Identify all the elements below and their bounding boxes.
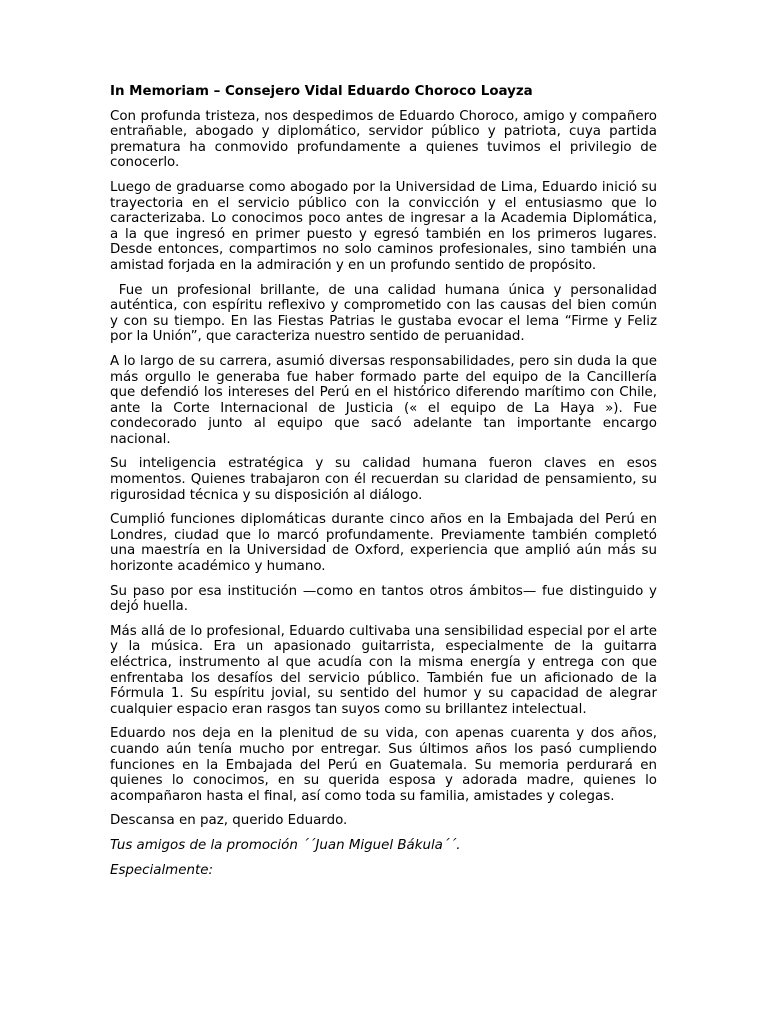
paragraph-4: A lo largo de su carrera, asumió diversas responsabilidades, pero sin duda la que más orgullo le generaba fue haber formado parte del equipo de la Cancillería que defendió los intereses del Perú en el histórico diferendo marítimo con Chile, ante la Corte Internacional de Justicia (« el equipo de La Haya »). Fue condecorado junto al equipo que sacó adelante tan importante encargo nacional. [110, 353, 657, 447]
paragraph-8: Más allá de lo profesional, Eduardo cultivaba una sensibilidad especial por el arte y la música. Era un apasionado guitarrista, especialmente de la guitarra eléctrica, instrumento al que acudía con la misma energía y entrega con que enfrentaba los desafíos del servicio público. También fue un aficionado de la Fórmula 1. Su espíritu jovial, su sentido del humor y su capacidad de alegrar cualquier espacio eran rasgos tan suyos como su brillantez intelectual. [110, 623, 657, 717]
paragraph-9: Eduardo nos deja en la plenitud de su vida, con apenas cuarenta y dos años, cuando aún tenía mucho por entregar. Sus últimos años los pasó cumpliendo funciones en la Embajada del Perú en Guatemala. Su memoria perdurará en quienes lo conocimos, en su querida esposa y adorada madre, quienes lo acompañaron hasta el final, así como toda su familia, amistades y colegas. [110, 726, 657, 804]
especially-line: Especialmente: [110, 862, 213, 878]
paragraph-1: Con profunda tristeza, nos despedimos de Eduardo Choroco, amigo y compañero entrañable, abogado y diplomático, servidor público y patriota, cuya partida prematura ha conmovido profundamente a quienes tuvimos el privilegio de conocerlo. [110, 108, 657, 171]
paragraph-2: Luego de graduarse como abogado por la Universidad de Lima, Eduardo inició su trayectoria en el servicio público con la convicción y el entusiasmo que lo caracterizaba. Lo conocimos poco antes de ingresar a la Academia Diplomática, a la que ingresó en primer puesto y egresó también en los primeros lugares. Desde entonces, compartimos no solo caminos profesionales, sino también una amistad forjada en la admiración y en un profundo sentido de propósito. [110, 179, 657, 273]
paragraph-5: Su inteligencia estratégica y su calidad humana fueron claves en esos momentos. Quienes trabajaron con él recuerdan su claridad de pensamiento, su rigurosidad técnica y su disposición al diálogo. [110, 456, 657, 503]
closing-line: Descansa en paz, querido Eduardo. [110, 813, 348, 829]
paragraph-7: Su paso por esa institución —como en tantos otros ámbitos— fue distinguido y dejó huella. [110, 583, 657, 615]
document-page [110, 84, 662, 887]
paragraph-3: Fue un profesional brillante, de una calidad humana única y personalidad auténtica, con espíritu reflexivo y comprometido con las causas del bien común y con su tiempo. En las Fiestas Patrias le gustaba evocar el lema “Firme y Feliz por la Unión”, que caracteriza nuestro sentido de peruanidad. [110, 282, 662, 345]
document-title: In Memoriam – Consejero Vidal Eduardo Choroco Loayza [110, 84, 533, 99]
paragraph-6: Cumplió funciones diplomáticas durante cinco años en la Embajada del Perú en Londres, ciudad que lo marcó profundamente. Previamente también completó una maestría en la Universidad de Oxford, experiencia que amplió aún más su horizonte académico y humano. [110, 512, 657, 575]
signature-line: Tus amigos de la promoción ´´Juan Miguel Bákula´´. [110, 837, 461, 853]
